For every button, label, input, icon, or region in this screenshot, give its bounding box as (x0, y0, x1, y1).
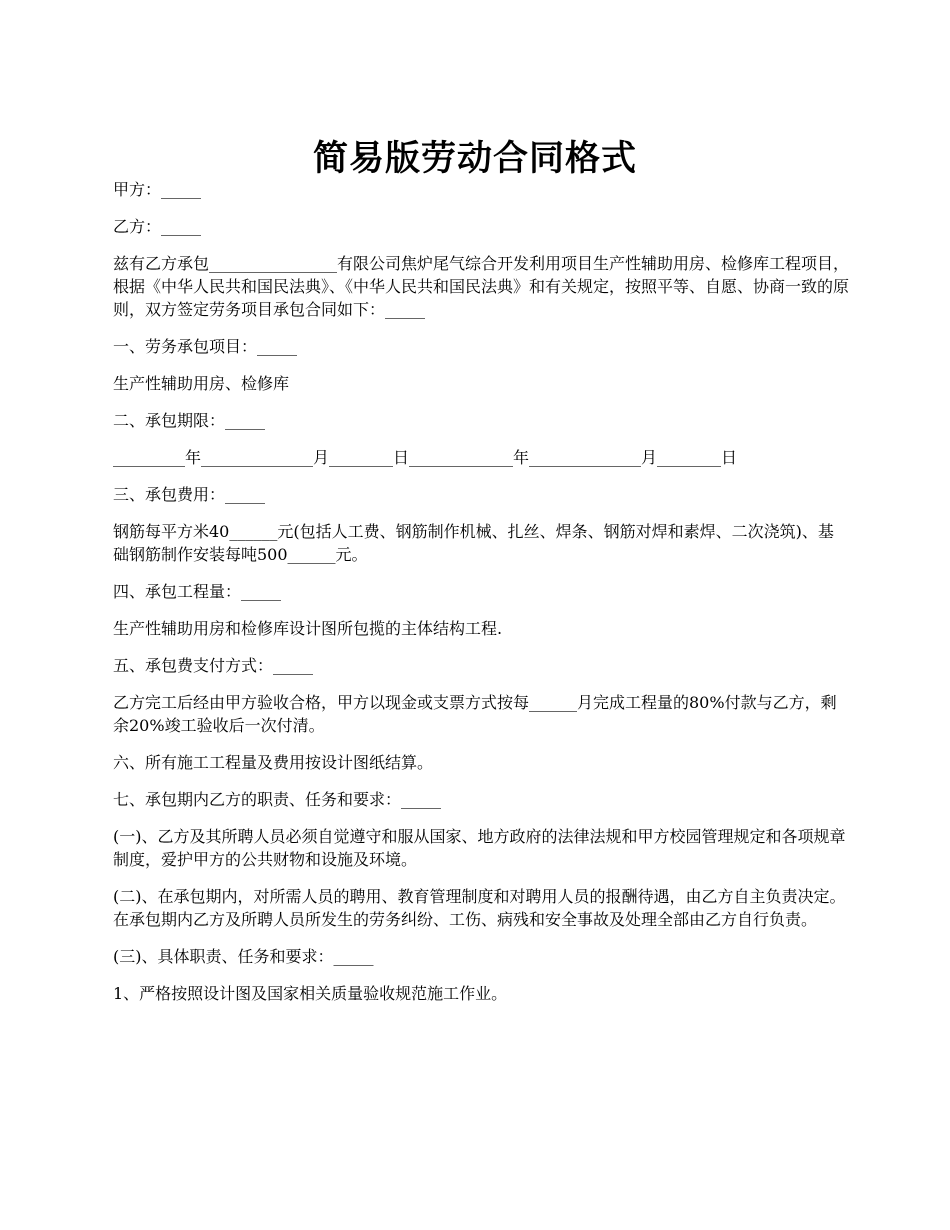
section-7-item-2: (二)、在承包期内，对所需人员的聘用、教育管理制度和对聘用人员的报酬待遇，由乙方自主负责决定。在承包期内乙方及所聘人员所发生的劳务纠纷、工伤、病残和安全事故及处理全部由乙方自行负责。 (113, 887, 846, 929)
preamble-paragraph: 兹有乙方承包________________有限公司焦炉尾气综合开发利用项目生产性辅助用房、检修库工程项目，根据《中华人民共和国民法典》、《中华人民共和国民法典》和有关规定，按照平等、自愿、协商一致的原则，双方签定劳务项目承包合同如下：_____ (113, 254, 850, 319)
section-7-item-3-heading: (三)、具体职责、任务和要求：_____ (113, 947, 374, 966)
section-3-heading: 三、承包费用：_____ (113, 485, 266, 504)
party-b-line: 乙方：_____ (113, 217, 202, 236)
section-6-text: 六、所有施工工程量及费用按设计图纸结算。 (113, 753, 434, 772)
section-4-text: 生产性辅助用房和检修库设计图所包揽的主体结构工程. (113, 619, 503, 638)
section-1-text: 生产性辅助用房、检修库 (113, 374, 290, 393)
section-4-heading: 四、承包工程量：_____ (113, 582, 282, 601)
section-2-text: _________年______________月________日_____________年______________月________日 (113, 448, 738, 467)
section-5-text: 乙方完工后经由甲方验收合格，甲方以现金或支票方式按每______月完成工程量的80%付款与乙方，剩余20%竣工验收后一次付清。 (113, 693, 837, 735)
section-2-heading: 二、承包期限：_____ (113, 411, 266, 430)
document-body (113, 178, 850, 1019)
section-7-item-1: (一)、乙方及其所聘人员必须自觉遵守和服从国家、地方政府的法律法规和甲方校园管理规定和各项规章制度，爱护甲方的公共财物和设施及环境。 (113, 827, 846, 869)
section-7-heading: 七、承包期内乙方的职责、任务和要求：_____ (113, 790, 442, 809)
section-3-text: 钢筋每平方米40______元(包括人工费、钢筋制作机械、扎丝、焊条、钢筋对焊和素焊、二次浇筑)、基础钢筋制作安装每吨500______元。 (113, 522, 834, 564)
document-title: 简易版劳动合同格式 (312, 139, 637, 180)
section-7-item-3-point-1: 1、严格按照设计图及国家相关质量验收规范施工作业。 (113, 984, 508, 1003)
section-1-heading: 一、劳务承包项目：_____ (113, 337, 298, 356)
section-5-heading: 五、承包费支付方式：_____ (113, 656, 314, 675)
party-a-line: 甲方：_____ (113, 180, 202, 199)
